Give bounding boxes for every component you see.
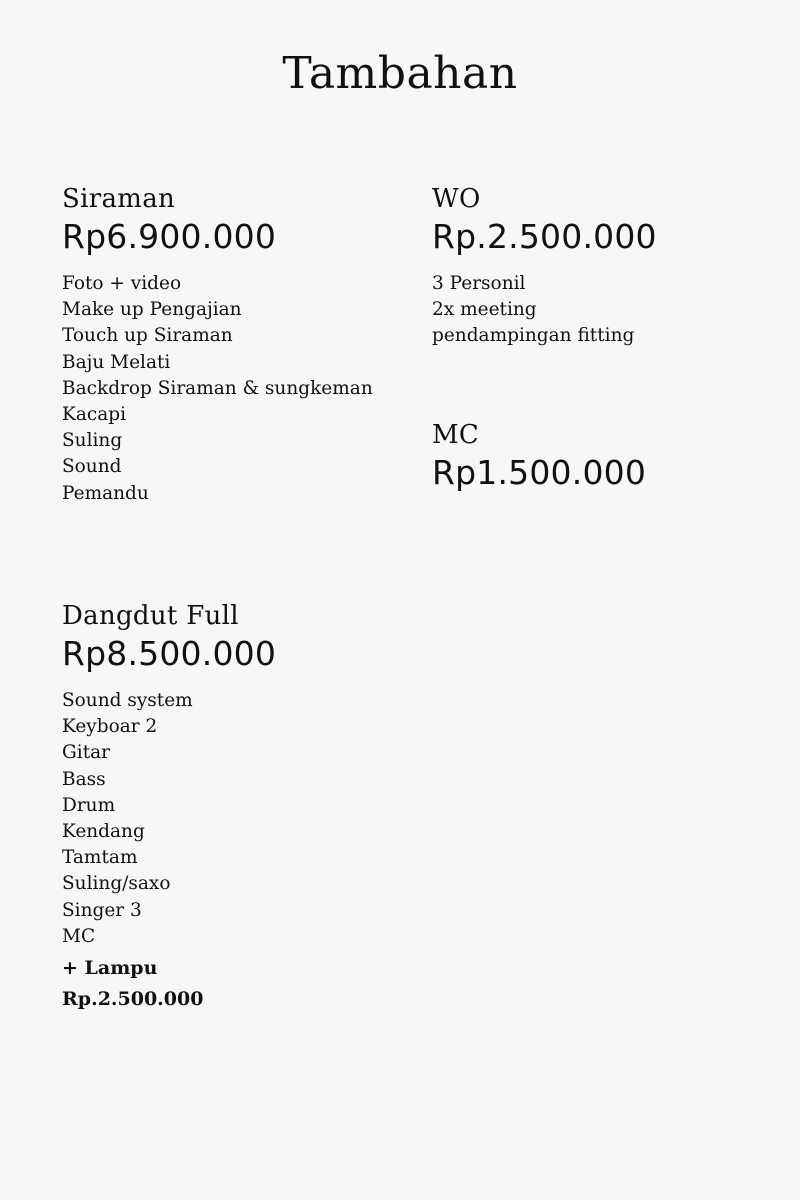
list-item: Bass <box>62 768 106 790</box>
list-item: 2x meeting <box>432 299 537 321</box>
package-siraman <box>62 183 402 507</box>
list-item: Backdrop Siraman & sungkeman <box>62 377 373 399</box>
list-item: Tamtam <box>62 847 138 869</box>
list-item: Sound system <box>62 690 193 711</box>
package-dangdut-full <box>62 600 402 1015</box>
package-wo <box>432 183 772 350</box>
package-price: Rp1.500.000 <box>432 453 647 492</box>
list-item: Touch up Siraman <box>62 325 233 347</box>
list-item: Suling <box>62 430 123 452</box>
list-item: Foto + video <box>62 273 182 294</box>
package-price: Rp6.900.000 <box>62 217 277 256</box>
package-item-list <box>62 271 402 507</box>
package-item-list <box>62 688 402 950</box>
package-name: MC <box>432 420 480 450</box>
package-item-list <box>432 271 772 350</box>
list-item: Suling/saxo <box>62 873 171 895</box>
extra-lampu-label: + Lampu <box>62 957 158 980</box>
package-name: Siraman <box>62 184 176 214</box>
list-item: Kendang <box>62 821 145 843</box>
package-name: WO <box>432 184 481 214</box>
package-name: Dangdut Full <box>62 601 239 631</box>
list-item: Keyboar 2 <box>62 716 158 738</box>
package-mc <box>432 419 772 507</box>
list-item: Singer 3 <box>62 899 142 921</box>
page-title: Tambahan <box>282 48 518 99</box>
package-price: Rp.2.500.000 <box>432 217 657 256</box>
list-item: Make up Pengajian <box>62 299 242 321</box>
list-item: 3 Personil <box>432 273 526 294</box>
list-item: pendampingan fitting <box>432 325 635 347</box>
list-item: Drum <box>62 794 116 816</box>
package-price: Rp8.500.000 <box>62 634 277 673</box>
list-item: Pemandu <box>62 482 149 504</box>
list-item: Gitar <box>62 742 111 764</box>
list-item: Kacapi <box>62 404 127 426</box>
list-item: MC <box>62 925 96 947</box>
list-item: Sound <box>62 456 122 478</box>
extra-lampu-price: Rp.2.500.000 <box>62 988 204 1011</box>
list-item: Baju Melati <box>62 351 171 373</box>
